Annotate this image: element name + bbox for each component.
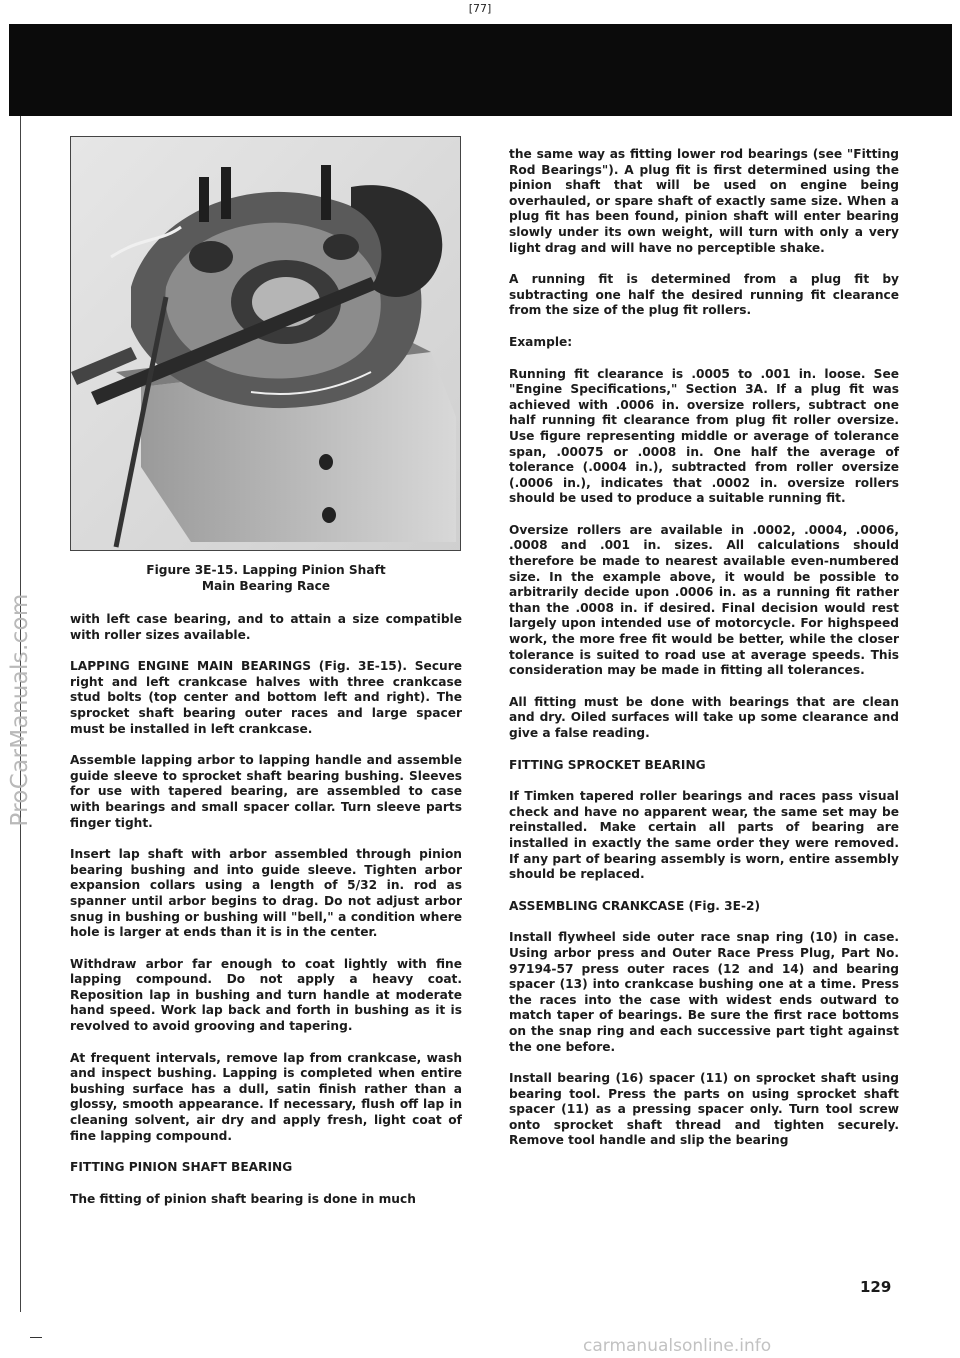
right-paragraph-3: Example: <box>509 334 573 349</box>
footer-dash <box>30 1337 42 1338</box>
side-watermark-text: ProCarManuals.com <box>7 593 33 827</box>
figure-photo <box>70 136 461 551</box>
crankcase-photo-illustration <box>71 137 461 551</box>
right-paragraph-8: Install flywheel side outer race snap ring (10) in case. Using arbor press and Outer Race Press Plug, Part No. 97194-57 press outer races (12 and 14) and bearing spacer (13) into crankcase bushing one at a time. Press the races into the case with widest ends outward to match taper of bearings. Be sure the first race bottoms on the snap ring and each successive part tight against the one before. <box>509 930 899 1054</box>
left-column <box>70 136 462 1223</box>
right-paragraph-6: All fitting must be done with bearings that are clean and dry. Oiled surfaces will take up some clearance and give a false reading. <box>509 694 899 740</box>
right-paragraph-7: If Timken tapered roller bearings and races pass visual check and have no apparent wear, the same set may be reinstalled. Make certain all parts of bearing are installed in exactly the same order they were removed. If any part of bearing assembly is worn, entire assembly should be replaced. <box>509 789 899 882</box>
heading-fitting-pinion-shaft-bearing: FITTING PINION SHAFT BEARING <box>70 1160 293 1175</box>
right-paragraph-4: Running fit clearance is .0005 to .001 in. loose. See "Engine Specifications," Section 3A. If a plug fit was achieved with .0006 in. oversize rollers, subtract one half running fit clearance from plug fit roller oversize. Use figure representing middle or average of tolerance span, .00075 or .0008 in. One half the average of tolerance (.0004 in.), subtracted from roller oversize (.0006 in.), indicates that .0002 in. oversize rollers should be used to produce a suitable running fit. <box>509 366 899 506</box>
right-paragraph-2: A running fit is determined from a plug fit by subtracting one half the desired running fit clearance from the size of the plug fit rollers. <box>509 272 899 318</box>
figure-caption <box>70 562 462 594</box>
page-number: 129 <box>860 1278 892 1296</box>
heading-assembling-crankcase: ASSEMBLING CRANKCASE (Fig. 3E-2) <box>509 898 761 913</box>
side-watermark <box>0 530 40 890</box>
right-paragraph-1: the same way as fitting lower rod bearings (see "Fitting Rod Bearings"). A plug fit is first determined using the pinion shaft that will be used on engine being overhauled, or spare shaft of exactly same size. When a plug fit has been found, pinion shaft will enter bearing slowly under its own weight, will turn with only a very light drag and will have no perceptible shake. <box>509 147 899 255</box>
left-paragraph-1: with left case bearing, and to attain a size compatible with roller sizes available. <box>70 612 462 642</box>
left-paragraph-6: At frequent intervals, remove lap from crankcase, wash and inspect bushing. Lapping is completed when entire bushing surface has a dull, satin finish rather than a glossy, smooth appearance. If necessary, flush off lap in cleaning solvent, air dry and apply fresh, light coat of fine lapping compound. <box>70 1050 462 1143</box>
left-paragraph-5: Withdraw arbor far enough to coat lightly with fine lapping compound. Do not apply a heavy coat. Reposition lap in bushing and turn handle at moderate hand speed. Work lap back and forth in bushing as it is revolved to avoid grooving and tapering. <box>70 956 462 1034</box>
figure-caption-line-2: Main Bearing Race <box>201 579 331 593</box>
heading-fitting-sprocket-bearing: FITTING SPROCKET BEARING <box>509 757 706 772</box>
page-reference: [77] <box>468 2 492 15</box>
right-column <box>509 147 899 1165</box>
left-paragraph-7: The fitting of pinion shaft bearing is done in much <box>70 1191 416 1206</box>
figure-caption-line-1: Figure 3E-15. Lapping Pinion Shaft <box>146 563 386 577</box>
footer-watermark: carmanualsonline.info <box>583 1336 772 1356</box>
left-paragraph-2: LAPPING ENGINE MAIN BEARINGS (Fig. 3E-15). Secure right and left crankcase halves with three crankcase stud bolts (top center and bottom left and right). The sprocket shaft bearing outer races and large spacer must be installed in left crankcase. <box>70 659 462 736</box>
header-black-band <box>9 24 952 116</box>
right-paragraph-5: Oversize rollers are available in .0002, .0004, .0006, .0008 and .001 in. sizes. All calculations should therefore be made to nearest available even-numbered size. In the example above, it would be possible to arbitrarily decide upon .0006 in. as a running fit rather than the .0008 in. if desired. Final decision would rest largely upon intended use of motorcycle. For highspeed work, the more free fit would be better, while the closer tolerance is suited to road use at average speeds. This consideration may be made in fitting all tolerances. <box>509 522 899 678</box>
left-paragraph-4: Insert lap shaft with arbor assembled through pinion bearing bushing and into guide sleeve. Tighten arbor expansion collars using a length of 5/32 in. rod as spanner until arbor begins to drag. Do not adjust arbor snug in bushing or bushing will "bell," a condition where hole is larger at ends than it is in the center. <box>70 847 462 940</box>
right-paragraph-9: Install bearing (16) spacer (11) on sprocket shaft using bearing tool. Press the parts on using sprocket shaft spacer (11) as a pressing spacer only. Turn tool screw onto sprocket shaft thread and tighten securely. Remove tool handle and slip the bearing <box>509 1071 899 1148</box>
left-paragraph-3: Assemble lapping arbor to lapping handle and assemble guide sleeve to sprocket shaft bearing bushing. Sleeves for use with tapered bearing, are assembled to case with bearings and small spacer collar. Turn sleeve parts finger tight. <box>70 753 462 830</box>
